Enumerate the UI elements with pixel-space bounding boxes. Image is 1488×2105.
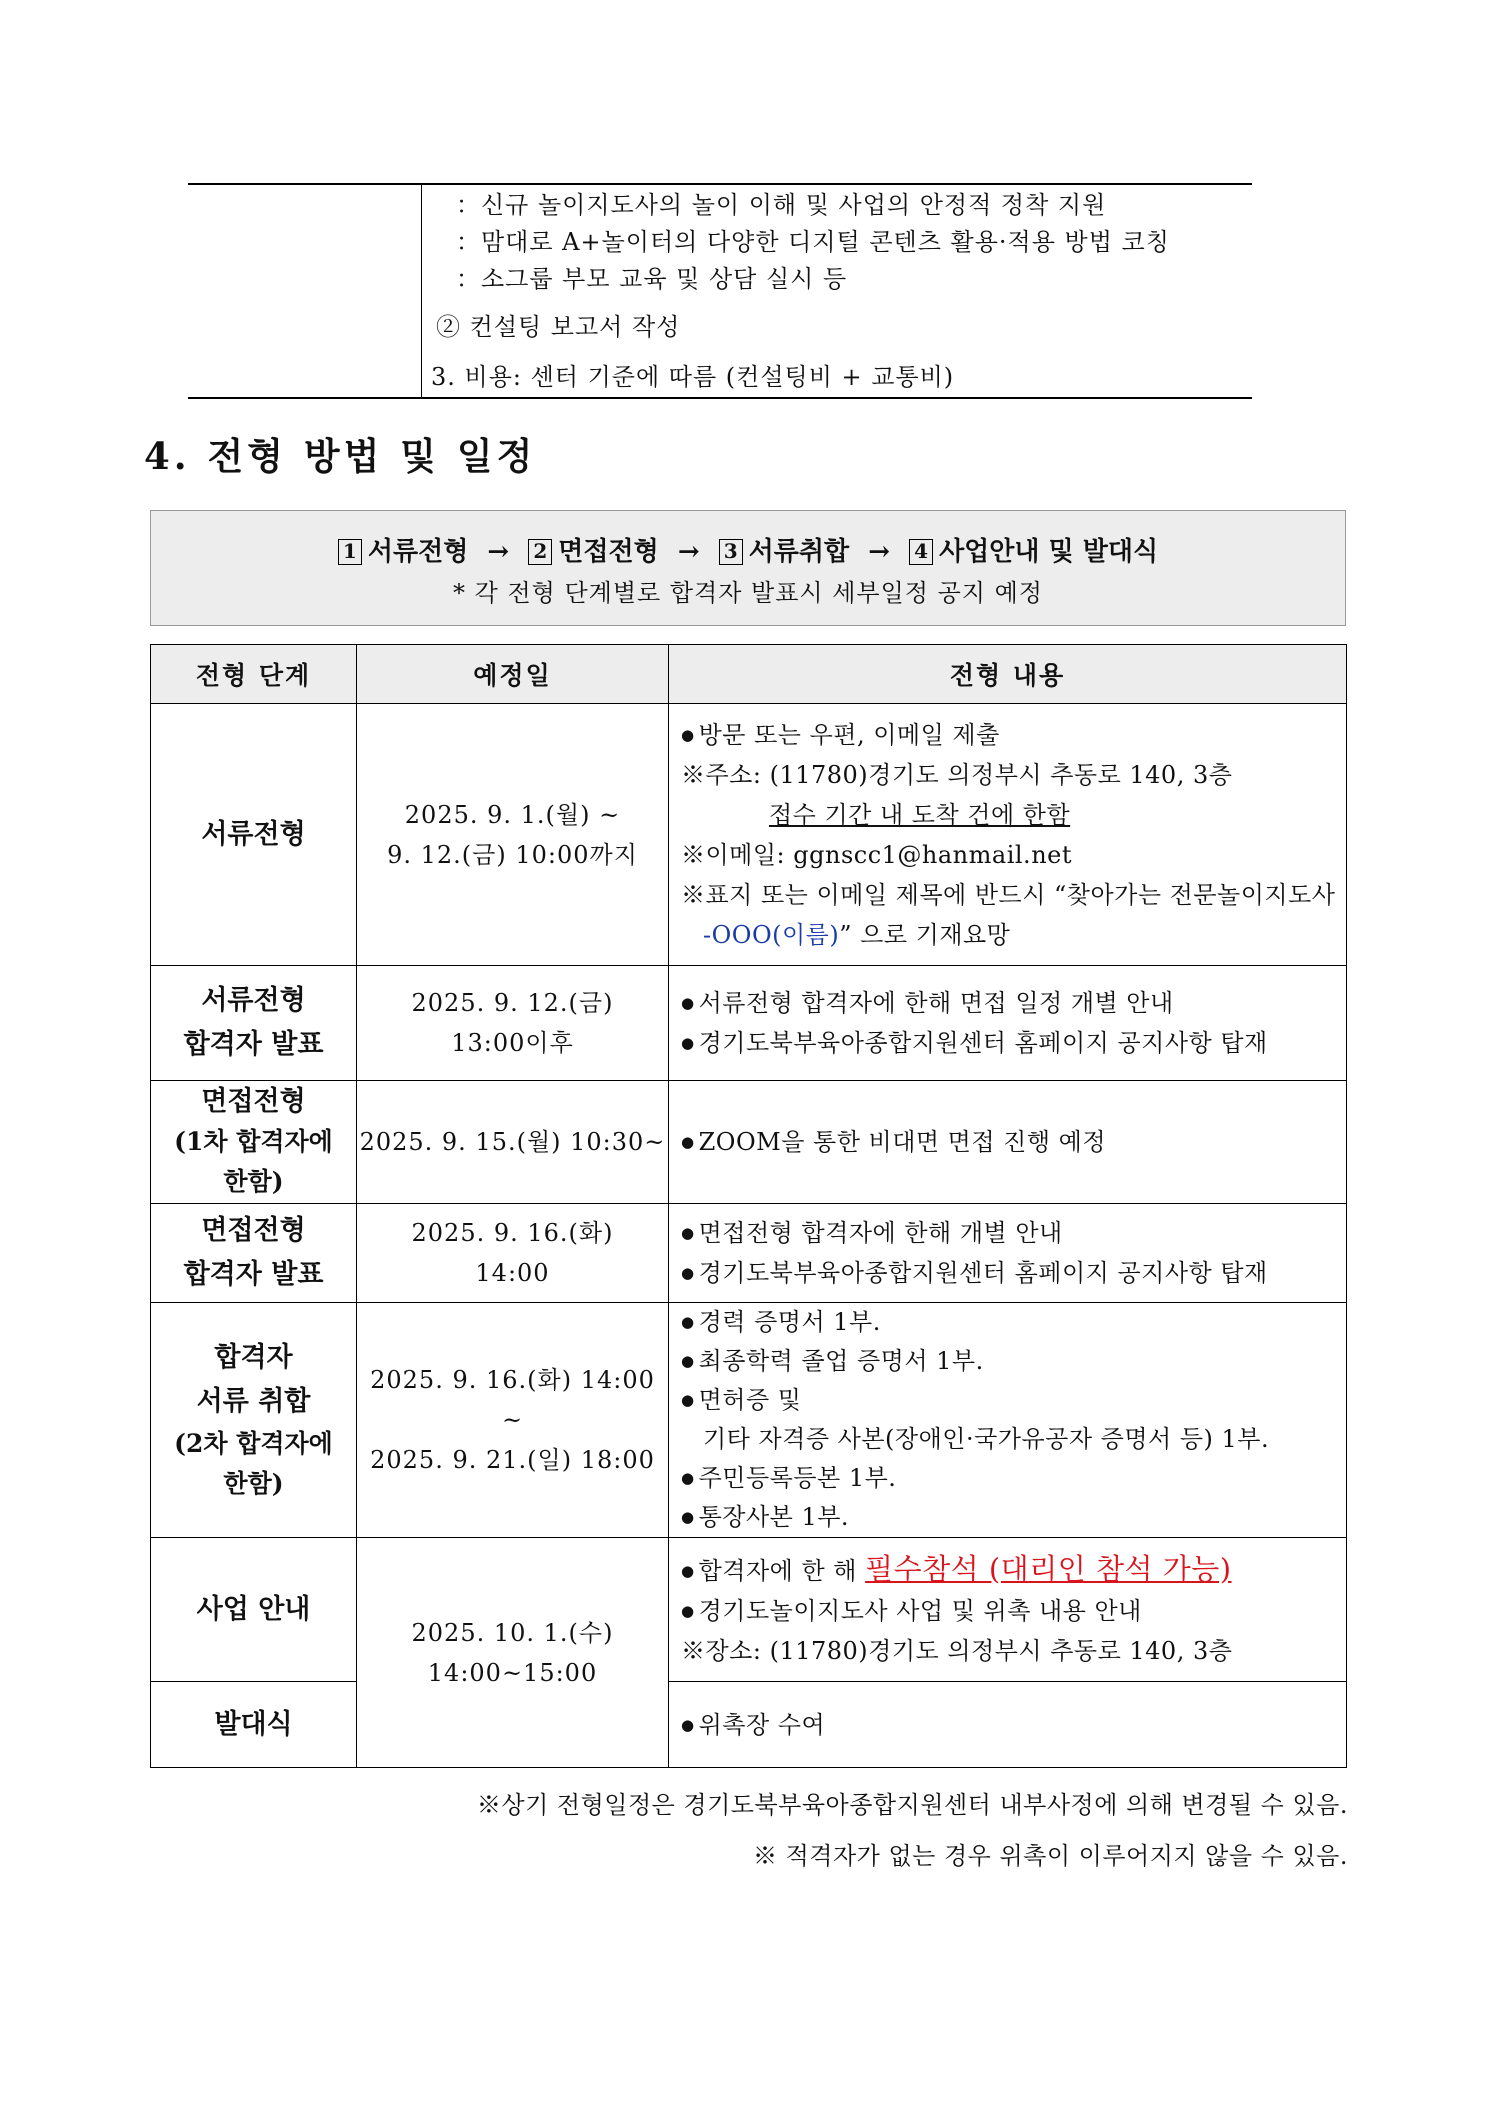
step-number-4: 4: [909, 539, 933, 565]
header-stage: 전형 단계: [151, 645, 357, 704]
stage-label: 발대식: [214, 1708, 293, 1740]
date-cell: [357, 966, 669, 1081]
date-cell: [357, 1303, 669, 1538]
table-row: [151, 1204, 1347, 1303]
table-row: [151, 1081, 1347, 1204]
consulting-table-continuation: [188, 183, 1252, 399]
content-cell: [669, 1682, 1347, 1768]
stage-sublabel: 한함): [223, 1469, 284, 1498]
date-text: ~: [501, 1406, 524, 1434]
step-number-1: 1: [338, 539, 362, 565]
stage-sublabel: (1차 합격자에: [174, 1127, 333, 1156]
stage-cell: [151, 1538, 357, 1682]
content-item: ● 위촉장 수여: [681, 1705, 1346, 1745]
date-cell: [357, 704, 669, 966]
content-item: ● 최종학력 졸업 증명서 1부.: [681, 1342, 1346, 1381]
email-line: ※이메일: ggnscc1@hanmail.net: [681, 840, 1072, 869]
content-item: ● 경기도북부육아종합지원센터 홈페이지 공지사항 탑재: [681, 1253, 1346, 1293]
subject-note: ※표지 또는 이메일 제목에 반드시 “찾아가는 전문놀이지도사: [681, 880, 1336, 909]
date-text: 2025. 9. 15.(월) 10:30~: [359, 1128, 666, 1156]
table-row: [151, 1538, 1347, 1682]
attendance-text: 합격자에 한 해: [698, 1556, 866, 1585]
content-item: ● 서류전형 합격자에 한해 면접 일정 개별 안내: [681, 983, 1346, 1023]
arrow-icon: →: [677, 537, 700, 567]
stage-label: 사업 안내: [196, 1593, 311, 1625]
date-text: 9. 12.(금) 10:00까지: [387, 840, 638, 869]
date-text: 13:00이후: [451, 1029, 574, 1057]
stage-label: 합격자 발표: [183, 1259, 324, 1290]
stage-label: 면접전형: [201, 1215, 306, 1246]
date-text: 2025. 9. 1.(월) ~: [404, 800, 621, 829]
content-item: ● 면허증 및: [681, 1381, 1346, 1420]
date-text: 2025. 9. 12.(금): [411, 989, 614, 1017]
stage-sublabel: 한함): [223, 1167, 284, 1196]
arrow-icon: →: [487, 537, 510, 567]
mandatory-attendance: 필수참석 (대리인 참석 가능): [865, 1551, 1232, 1586]
content-cell: [669, 966, 1347, 1081]
stage-cell: [151, 1303, 357, 1538]
content-item: ● ZOOM을 통한 비대면 면접 진행 예정: [681, 1122, 1346, 1162]
cost-line: 3. 비용: 센터 기준에 따름 (컨설팅비 + 교통비): [431, 363, 955, 391]
content-item-continued: 기타 자격증 사본(장애인·국가유공자 증명서 등) 1부.: [703, 1425, 1270, 1453]
content-cell: [669, 704, 1347, 966]
address-line: ※주소: (11780)경기도 의정부시 추동로 140, 3층: [681, 760, 1233, 789]
date-text: 2025. 9. 16.(화): [411, 1219, 614, 1247]
date-text: 2025. 9. 21.(일) 18:00: [370, 1446, 655, 1474]
date-text: 14:00~15:00: [427, 1658, 598, 1687]
header-content: 전형 내용: [669, 645, 1347, 704]
venue-line: ※장소: (11780)경기도 의정부시 추동로 140, 3층: [681, 1636, 1233, 1665]
date-cell: [357, 1081, 669, 1204]
step-label-3: 서류취합: [748, 537, 850, 567]
consulting-line-3: ：소그룹 부모 교육 및 상담 실시 등: [456, 265, 848, 293]
step-number-3: 3: [719, 539, 743, 565]
subject-note-end: ” 으로 기재요망: [839, 920, 1011, 949]
footnote-schedule-change: ※상기 전형일정은 경기도북부육아종합지원센터 내부사정에 의해 변경될 수 있음.: [476, 1791, 1348, 1819]
content-item: ● 경기도북부육아종합지원센터 홈페이지 공지사항 탑재: [681, 1023, 1346, 1063]
stage-sublabel: (2차 합격자에: [174, 1429, 333, 1458]
step-label-2: 면접전형: [558, 537, 659, 567]
stage-cell: [151, 1204, 357, 1303]
table-row: [151, 1682, 1347, 1768]
table-row: [151, 1303, 1347, 1538]
stage-label: 합격자: [214, 1342, 293, 1373]
stage-label: 합격자 발표: [183, 1029, 324, 1060]
table-divider: [421, 185, 422, 397]
date-cell: [357, 1204, 669, 1303]
content-item: ● 방문 또는 우편, 이메일 제출: [681, 715, 1346, 755]
content-item: [681, 1549, 1346, 1591]
consulting-line-1: ：신규 놀이지도사의 놀이 이해 및 사업의 안정적 정착 지원: [456, 191, 1107, 219]
content-item: ● 경력 증명서 1부.: [681, 1303, 1346, 1342]
date-text: 2025. 10. 1.(수): [411, 1618, 614, 1647]
flow-note: * 각 전형 단계별로 합격자 발표시 세부일정 공지 예정: [453, 579, 1043, 607]
stage-cell: [151, 1682, 357, 1768]
content-item: ● 주민등록등본 1부.: [681, 1459, 1346, 1498]
schedule-table: [150, 644, 1347, 1768]
table-row: [151, 704, 1347, 966]
table-row: [151, 966, 1347, 1081]
selection-flow-box: [150, 510, 1346, 626]
name-placeholder: -OOO(이름): [703, 920, 840, 949]
content-cell: [669, 1538, 1347, 1682]
content-item: ● 면접전형 합격자에 한해 개별 안내: [681, 1213, 1346, 1253]
arrow-icon: →: [868, 537, 890, 567]
header-date: 예정일: [357, 645, 669, 704]
date-text: 2025. 9. 16.(화) 14:00: [370, 1366, 655, 1394]
footnote-no-qualified: ※ 적격자가 없는 경우 위촉이 이루어지지 않을 수 있음.: [752, 1842, 1348, 1870]
content-item: ● 통장사본 1부.: [681, 1498, 1346, 1537]
arrival-note: 접수 기간 내 도착 건에 한함: [769, 800, 1071, 829]
stage-cell: [151, 966, 357, 1081]
stage-cell: [151, 1081, 357, 1204]
stage-label: 면접전형: [201, 1086, 306, 1117]
stage-label: 서류 취합: [196, 1386, 311, 1417]
consulting-line-2: ：맘대로 A+놀이터의 다양한 디지털 콘텐츠 활용·적용 방법 코칭: [456, 228, 1170, 256]
table-header-row: [151, 645, 1347, 704]
stage-cell: [151, 704, 357, 966]
content-cell: [669, 1081, 1347, 1204]
step-label-1: 서류전형: [367, 537, 469, 567]
section-title: 4. 전형 방법 및 일정: [144, 434, 537, 478]
stage-label: 서류전형: [201, 818, 306, 850]
date-cell: [357, 1538, 669, 1768]
stage-label: 서류전형: [201, 985, 306, 1016]
consulting-report-line: ② 컨설팅 보고서 작성: [436, 313, 681, 341]
step-label-4: 사업안내 및 발대식: [939, 537, 1159, 567]
content-cell: [669, 1303, 1347, 1538]
selection-flow: [151, 531, 1345, 568]
content-item: ● 경기도놀이지도사 사업 및 위촉 내용 안내: [681, 1591, 1346, 1631]
step-number-2: 2: [528, 539, 552, 565]
date-text: 14:00: [475, 1259, 550, 1287]
content-cell: [669, 1204, 1347, 1303]
